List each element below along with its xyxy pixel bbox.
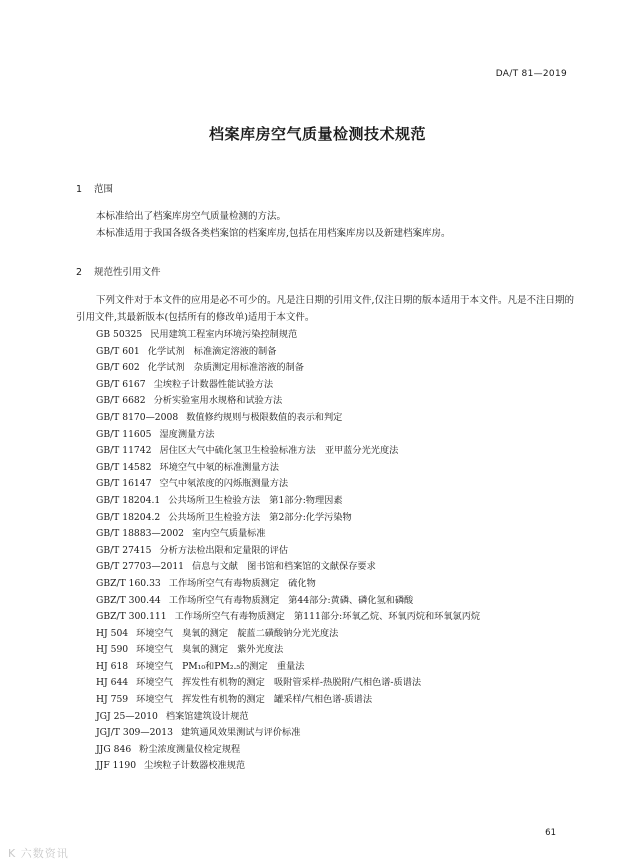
reference-item [96, 460, 480, 477]
reference-item [96, 410, 480, 427]
reference-title: 居住区大气中硫化氢卫生检验标准方法 亚甲蓝分光光度法 [159, 445, 399, 457]
reference-title: 工作场所空气有毒物质测定 第111部分:环氧乙烷、环氧丙烷和环氧氯丙烷 [174, 611, 481, 623]
reference-code: GB/T 6682 [96, 395, 146, 407]
page-number: 61 [545, 828, 556, 838]
reference-item [96, 642, 480, 659]
reference-title: 公共场所卫生检验方法 第2部分:化学污染物 [168, 511, 352, 523]
section-number: 1 [76, 184, 83, 195]
reference-title: 环境空气中氡的标准测量方法 [159, 461, 279, 473]
reference-code: GB/T 18883—2002 [96, 528, 185, 540]
reference-code: GB/T 16147 [96, 478, 152, 490]
section-title: 规范性引用文件 [94, 267, 161, 278]
reference-item [96, 393, 480, 410]
reference-title: 环境空气 臭氧的测定 紫外光度法 [136, 644, 284, 656]
reference-item [96, 593, 480, 610]
reference-title: 工作场所空气有毒物质测定 第44部分:黄磷、磷化氢和磷酸 [168, 594, 414, 606]
reference-item [96, 758, 480, 775]
reference-code: GBZ/T 160.33 [96, 577, 161, 589]
reference-item [96, 377, 480, 394]
reference-item [96, 526, 480, 543]
reference-item [96, 476, 480, 493]
standard-code: DA/T 81—2019 [495, 69, 567, 79]
reference-code: GBZ/T 300.44 [96, 594, 161, 606]
reference-item [96, 443, 480, 460]
document-title: 档案库房空气质量检测技术规范 [208, 125, 426, 143]
reference-title: 环境空气 PM₁₀和PM₂.₅的测定 重量法 [136, 660, 305, 672]
reference-code: GB/T 27703—2011 [96, 561, 185, 573]
reference-code: JGJ 25—2010 [96, 710, 158, 722]
reference-code: HJ 759 [96, 694, 129, 706]
reference-title: 分析实验室用水规格和试验方法 [153, 395, 283, 407]
section-title: 范围 [94, 184, 114, 195]
reference-item [96, 427, 480, 444]
reference-title: 化学试剂 标准滴定溶液的制备 [147, 345, 277, 357]
section-1-heading [76, 181, 113, 195]
reference-item [96, 609, 480, 626]
reference-item [96, 725, 480, 742]
reference-item [96, 360, 480, 377]
reference-code: GB/T 601 [96, 345, 140, 357]
reference-title: 民用建筑工程室内环境污染控制规范 [150, 329, 298, 340]
section-2-paragraph-1: 下列文件对于本文件的应用是必不可少的。凡是注日期的引用文件,仅注日期的版本适用于本文件。凡是不注日期的引用文件,其最新版本(包括所有的修改单)适用于本文件。 [76, 295, 575, 323]
reference-title: 粉尘浓度测量仪检定规程 [139, 743, 241, 755]
reference-title: 档案馆建筑设计规范 [165, 710, 249, 722]
reference-item [96, 543, 480, 560]
reference-title: 室内空气质量标准 [192, 528, 266, 540]
reference-code: GB/T 6167 [96, 378, 146, 390]
reference-code: GB 50325 [96, 329, 143, 340]
reference-code: GBZ/T 300.111 [96, 611, 167, 623]
section-1-paragraph-2: 本标准适用于我国各级各类档案馆的档案库房,包括在用档案库房以及新建档案库房。 [96, 228, 451, 239]
section-1-paragraph-1: 本标准给出了档案库房空气质量检测的方法。 [96, 211, 287, 222]
reference-title: 化学试剂 杂质测定用标准溶液的制备 [147, 362, 304, 374]
reference-item [96, 675, 480, 692]
reference-code: GB/T 602 [96, 362, 140, 374]
reference-code: HJ 644 [96, 677, 129, 689]
reference-item [96, 709, 480, 726]
reference-title: 环境空气 挥发性有机物的测定 罐采样/气相色谱-质谱法 [136, 694, 373, 706]
reference-title: 分析方法检出限和定量限的评估 [159, 544, 289, 556]
reference-code: HJ 618 [96, 660, 129, 672]
reference-item [96, 510, 480, 527]
reference-title: 湿度测量方法 [159, 428, 215, 440]
reference-code: HJ 504 [96, 627, 129, 639]
reference-title: 信息与文献 图书馆和档案馆的文献保存要求 [192, 561, 376, 573]
reference-code: JGJ/T 309—2013 [96, 727, 173, 739]
reference-list [96, 327, 480, 775]
reference-title: 尘埃粒子计数器校准规范 [144, 760, 246, 772]
reference-item [96, 327, 480, 344]
reference-code: GB/T 14582 [96, 461, 152, 473]
reference-title: 工作场所空气有毒物质测定 硫化物 [168, 577, 316, 589]
reference-title: 空气中氡浓度的闪烁瓶测量方法 [159, 478, 289, 490]
reference-code: HJ 590 [96, 644, 129, 656]
reference-item [96, 742, 480, 759]
reference-title: 数值修约规则与极限数值的表示和判定 [186, 411, 343, 423]
reference-item [96, 659, 480, 676]
reference-item [96, 493, 480, 510]
reference-item [96, 576, 480, 593]
reference-code: GB/T 8170—2008 [96, 411, 179, 423]
reference-code: GB/T 11605 [96, 428, 152, 440]
reference-code: JJF 1190 [96, 760, 137, 772]
section-number: 2 [76, 267, 83, 278]
reference-code: GB/T 18204.2 [96, 511, 161, 523]
reference-item [96, 344, 480, 361]
reference-code: GB/T 18204.1 [96, 494, 161, 506]
reference-code: JJG 846 [96, 743, 132, 755]
reference-code: GB/T 11742 [96, 445, 152, 457]
reference-title: 公共场所卫生检验方法 第1部分:物理因素 [168, 494, 343, 506]
watermark-logo: K 六数资讯 [8, 847, 69, 860]
reference-item [96, 559, 480, 576]
reference-title: 建筑通风效果测试与评价标准 [180, 727, 301, 739]
reference-item [96, 692, 480, 709]
reference-title: 环境空气 臭氧的测定 靛蓝二磺酸钠分光光度法 [136, 627, 339, 639]
reference-code: GB/T 27415 [96, 544, 152, 556]
reference-title: 环境空气 挥发性有机物的测定 吸附管采样-热脱附/气相色谱-质谱法 [136, 677, 422, 689]
reference-title: 尘埃粒子计数器性能试验方法 [153, 378, 274, 390]
reference-item [96, 626, 480, 643]
section-2-heading [76, 264, 161, 278]
